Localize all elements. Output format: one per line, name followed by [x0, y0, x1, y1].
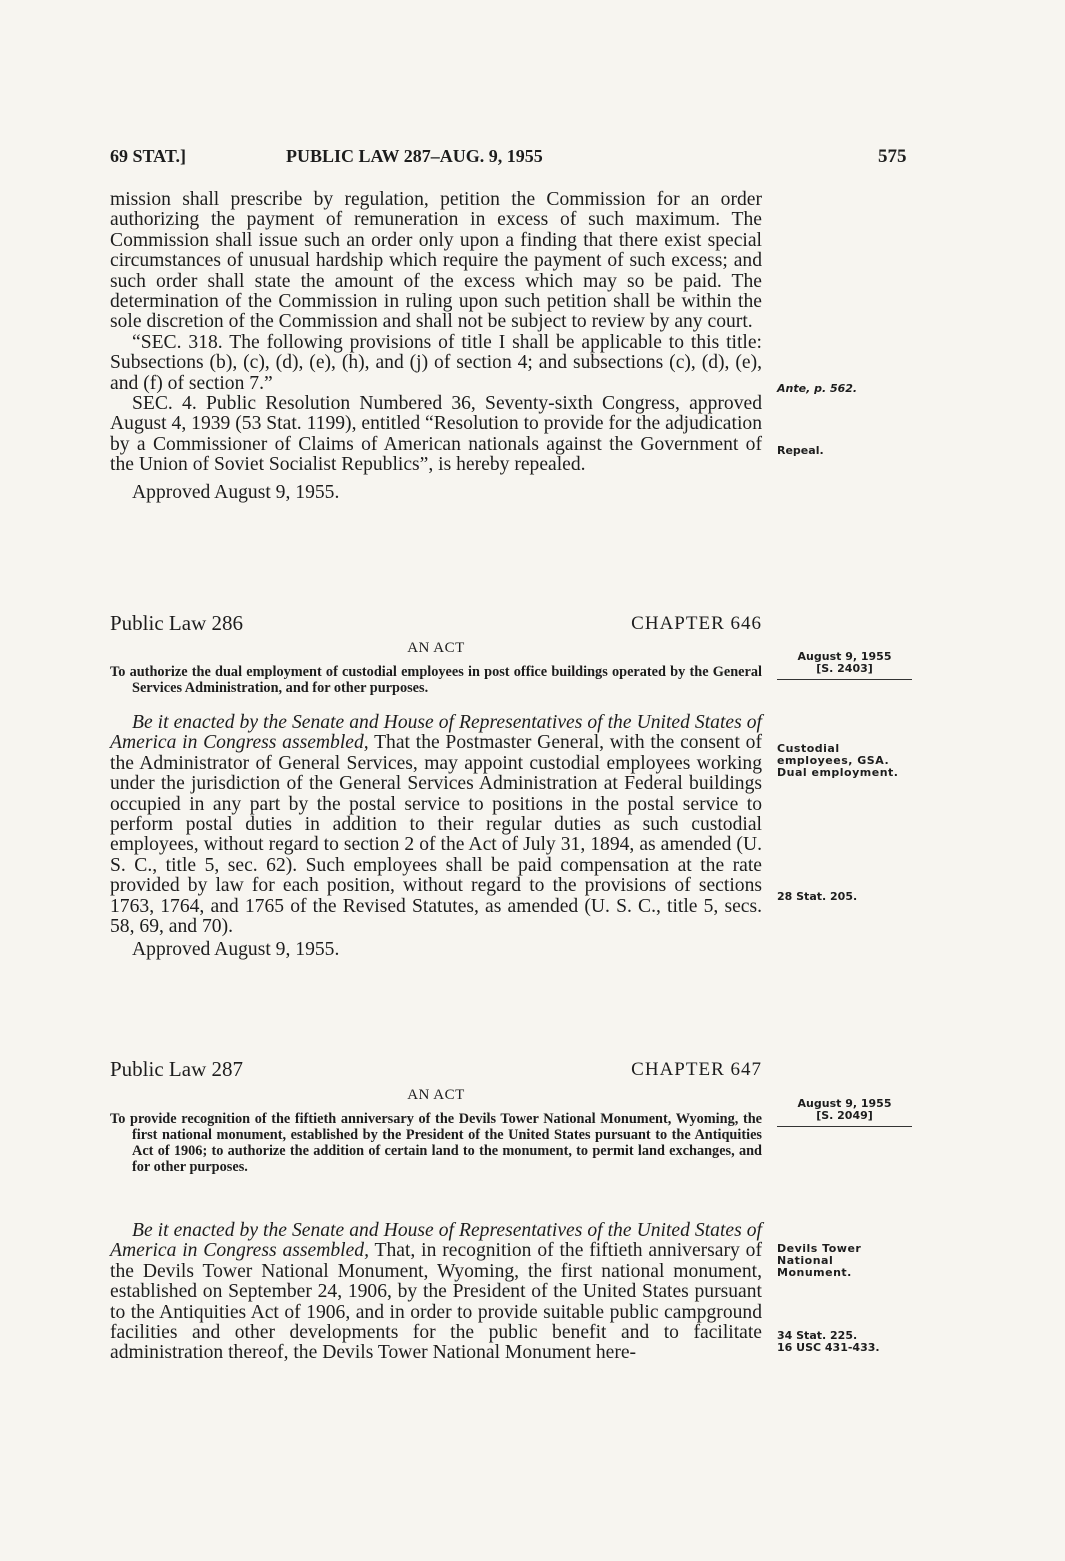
- previous-act-continuation: [110, 190, 762, 503]
- margin-note-devils-tower: Devils Tower National Monument.: [777, 1242, 862, 1279]
- margin-note-custodial: Custodial employees, GSA. Dual employment.: [777, 742, 899, 779]
- continued-paragraph: mission shall prescribe by regulation, petition the Commission for an order authorizing the payment of remuneration in excess of such maximum. The Commission shall issue such an order only upon a finding that there exist special circumstances of unusual hardship which require the payment of such excess; and such order shall state the amount of the excess which may so be paid. The determination of the Commission in ruling upon such petition shall be within the sole discretion of the Commission and shall not be subject to review by any court.: [110, 189, 762, 333]
- margin-note-34-stat: 34 Stat. 225.: [777, 1329, 858, 1342]
- purpose-text: To authorize the dual employment of custodial employees in post office buildings operated by the General Services Administration, and for other purposes.: [110, 664, 762, 696]
- an-act-label: AN ACT: [407, 640, 465, 656]
- running-title: PUBLIC LAW 287–AUG. 9, 1955: [286, 146, 543, 166]
- enacting-paragraph: [110, 713, 762, 937]
- public-law-number: Public Law 287: [110, 1057, 243, 1081]
- chapter-number: CHAPTER 647: [631, 1059, 762, 1080]
- section-318-paragraph: “SEC. 318. The following provisions of title I shall be applicable to this title: Subsections (b), (c), (d), (e), (h), and (j) of section 4; and subsections (c), (d), (e), and (f) of section 7.”: [110, 331, 762, 394]
- margin-note-ante: Ante, p. 562.: [777, 382, 858, 395]
- enacting-body: That, in recognition of the fiftieth anniversary of the Devils Tower National Monument, Wyoming, the first national monument, established on September 24, 1906, by the President of the United States pursuant to the Antiquities Act of 1906, and in order to provide suitable public campground facilities and other developments for the public benefit and to facilitate administration thereof, the Devils Tower National Monument here-: [110, 1240, 762, 1364]
- law-287-purpose: [110, 1111, 762, 1175]
- law-286-body: [110, 713, 762, 960]
- margin-date-law-286: [777, 651, 912, 680]
- chapter-number: CHAPTER 646: [631, 613, 762, 634]
- enactment-date: August 9, 1955: [797, 1097, 892, 1110]
- bill-number: [S. 2049]: [816, 1109, 873, 1122]
- approval-date: Approved August 9, 1955.: [132, 481, 340, 503]
- volume-reference: 69 STAT.]: [110, 146, 187, 166]
- approval-date: Approved August 9, 1955.: [132, 939, 340, 961]
- enactment-date: August 9, 1955: [797, 650, 892, 663]
- bill-number: [S. 2403]: [816, 662, 873, 675]
- enacting-body: That the Postmaster General, with the consent of the Administrator of General Services, may appoint custodial employees working under the jurisdiction of the General Services Administration at Federal buildings occupied in any part by the postal service to positions in the postal service to perform postal duties in addition to their regular duties as such custodial employees, without regard to section 2 of the Act of July 31, 1894, as amended (U. S. C., title 5, sec. 62). Such employees shall be paid compensation at the rate provided by law for each position, without regard to the provisions of sections 1763, 1764, and 1765 of the Revised Statutes, as amended (U. S. C., title 5, secs. 58, 69, and 70).: [110, 732, 762, 938]
- margin-date-law-287: [777, 1098, 912, 1127]
- margin-note-16-usc: 16 USC 431-433.: [777, 1341, 880, 1354]
- law-286-heading: [110, 611, 762, 637]
- margin-note-repeal: Repeal.: [777, 444, 824, 457]
- margin-note-28-stat: 28 Stat. 205.: [777, 890, 858, 903]
- enacting-paragraph: [110, 1221, 762, 1364]
- an-act-label: AN ACT: [407, 1087, 465, 1103]
- law-287-heading: [110, 1057, 762, 1083]
- page-number: 575: [878, 146, 907, 167]
- enacting-clause: Be it enacted by the Senate and House of Representatives of the United States of America in Congress assembled,: [110, 1220, 762, 1262]
- law-286-purpose: [110, 664, 762, 696]
- purpose-text: To provide recognition of the fiftieth anniversary of the Devils Tower National Monument, Wyoming, the first national monument, established by the President of the United States pursuant to the Antiquities Act of 1906; to authorize the addition of certain land to the monument, to permit land exchanges, and for other purposes.: [110, 1111, 762, 1175]
- public-law-number: Public Law 286: [110, 611, 243, 635]
- enacting-clause: Be it enacted by the Senate and House of Representatives of the United States of America in Congress assembled,: [110, 712, 762, 754]
- section-4-paragraph: SEC. 4. Public Resolution Numbered 36, Seventy-sixth Congress, approved August 4, 1939 (53 Stat. 1199), entitled “Resolution to provide for the adjudication by a Commissioner of Claims of American nationals against the Government of the Union of Soviet Socialist Republics”, is hereby repealed.: [110, 393, 762, 476]
- law-287-body: [110, 1221, 762, 1364]
